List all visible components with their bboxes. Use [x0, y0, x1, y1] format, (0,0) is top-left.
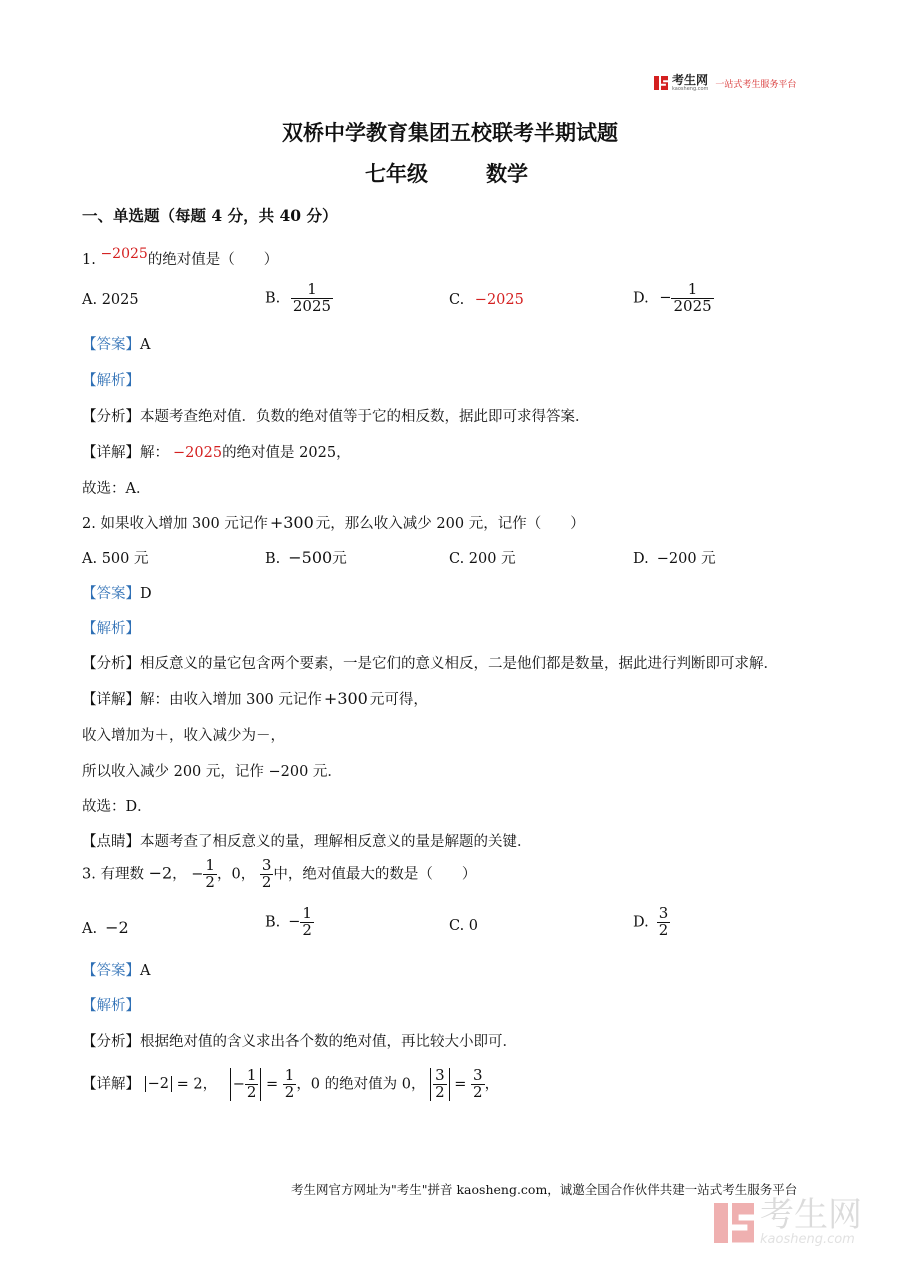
q2-guxuan: 故选：D．	[82, 799, 152, 815]
q1-expr: −2025	[100, 246, 148, 262]
q2-option-d: D. −200 元	[633, 551, 716, 567]
q2-option-b: B. −500元	[265, 548, 347, 567]
q2-xiangjie: 【详解】解：由收入增加 300 元记作 +300 元可得，	[82, 689, 428, 708]
watermark	[714, 1195, 862, 1247]
watermark-url: kaosheng.com	[760, 1232, 855, 1247]
q1-option-c: C. −2025	[449, 292, 524, 308]
section-heading: 一、单选题（每题 4 分，共 40 分）	[82, 206, 338, 225]
footer-text: 考生网官方网址为"考生"拼音 kaosheng.com，诚邀全国合作伙伴共建一站式考生服务平台	[291, 1182, 798, 1197]
q1-xiangjie: 【详解】解： −2025的绝对值是 2025，	[82, 445, 351, 461]
q2-dianjing: 【点睛】本题考查了相反意义的量，理解相反意义的量是解题的关键．	[82, 834, 532, 850]
q2-line-2: 收入增加为＋，收入减少为－，	[82, 728, 285, 744]
q3-option-d: D. $\frac{3}{2}$	[633, 904, 669, 939]
q1-guxuan: 故选：A．	[82, 481, 151, 497]
question-2-stem: 2. 如果收入增加 300 元记作 +300 元，那么收入减少 200 元，记作（ ）	[82, 513, 585, 532]
q2-analysis-label: 【解析】	[82, 621, 140, 637]
q1-fenxi: 【分析】本题考查绝对值．负数的绝对值等于它的相反数，据此即可求得答案．	[82, 409, 590, 425]
q3-option-c: C. 0	[449, 918, 479, 934]
logo-url: kaosheng.com	[672, 86, 709, 92]
q1-answer: 【答案】A	[82, 337, 151, 353]
q1-option-a: A. 2025	[82, 292, 139, 308]
question-1-stem: 1. $^{-2025}$的绝对值是（ ）	[82, 246, 279, 268]
header-logo	[654, 74, 796, 92]
q2-line-3: 所以收入减少 200 元，记作 −200 元．	[82, 764, 342, 780]
q1-option-d: D. − $\frac{1}{2025}$	[633, 280, 712, 315]
logo-mark-icon	[654, 76, 668, 90]
question-3-stem: 3. 有理数 −2， − $\frac{1}{2}$ ，0， $\frac{3}{2}$ 中，绝对值最大的数是（ ）	[82, 856, 477, 891]
q2-fenxi: 【分析】相反意义的量它包含两个要素，一是它们的意义相反，二是他们都是数量，据此进行判断即可求解．	[82, 656, 778, 672]
logo-name: 考生网	[672, 73, 709, 87]
q3-option-b: B. − $\frac{1}{2}$	[265, 904, 312, 939]
logo-slogan: 一站式考生服务平台	[715, 79, 797, 90]
q2-answer: 【答案】D	[82, 586, 152, 602]
q3-option-a: A. −2	[82, 918, 129, 937]
subject-label: 数学	[486, 161, 528, 186]
q3-xiangjie: 【详解】 −2 = 2， − $\frac{1}{2}$ = $\frac{1}{2}$ ，0 的绝对值为 0， $\frac{3}{2}$ = $\frac{3}{2}$ ，	[82, 1066, 500, 1101]
q1-option-b: B. $\frac{1}{2025}$	[265, 280, 332, 315]
grade-label: 七年级	[365, 161, 428, 186]
q3-fenxi: 【分析】根据绝对值的含义求出各个数的绝对值，再比较大小即可．	[82, 1034, 517, 1050]
q1-analysis-label: 【解析】	[82, 373, 140, 389]
watermark-name: 考生网	[760, 1195, 862, 1235]
q2-option-c: C. 200 元	[449, 551, 516, 567]
q3-answer: 【答案】A	[82, 963, 151, 979]
q3-analysis-label: 【解析】	[82, 998, 140, 1014]
watermark-mark-icon	[714, 1203, 754, 1243]
q2-option-a: A. 500 元	[82, 551, 149, 567]
page-title: 双桥中学教育集团五校联考半期试题	[282, 120, 618, 145]
